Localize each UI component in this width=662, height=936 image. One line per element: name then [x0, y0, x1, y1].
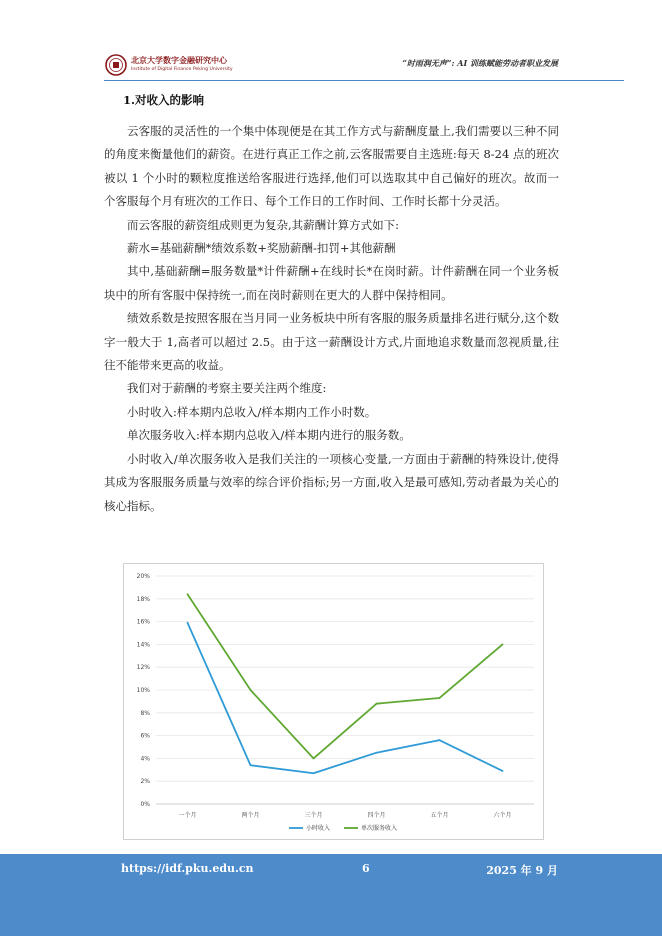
paragraph: 薪水=基础薪酬*绩效系数+奖励薪酬-扣罚+其他薪酬: [127, 241, 396, 256]
y-tick-label: 14%: [136, 641, 150, 649]
y-tick-label: 20%: [136, 573, 150, 580]
y-tick-label: 6%: [140, 732, 150, 740]
footer-url: https://idf.pku.edu.cn: [121, 862, 254, 875]
logo-title-en: Institute of Digital Finance Peking University: [131, 67, 233, 72]
paragraph: 单次服务收入:样本期内总收入/样本期内进行的服务数。: [127, 428, 411, 443]
data-point: [313, 772, 315, 774]
header-divider: [104, 80, 624, 81]
data-point: [376, 703, 378, 705]
y-tick-label: 10%: [136, 687, 150, 694]
legend-label: 小时收入: [306, 825, 331, 832]
x-tick-label: 两个月: [241, 812, 260, 819]
income-line-chart: [123, 563, 544, 840]
data-point: [313, 758, 315, 760]
y-tick-label: 18%: [136, 595, 150, 603]
legend-label: 单次服务收入: [361, 825, 398, 832]
footer-date: 2025 年 9 月: [486, 864, 558, 877]
data-point: [376, 752, 378, 754]
data-point: [250, 689, 252, 691]
y-tick-label: 0%: [140, 801, 150, 808]
data-point: [439, 739, 441, 741]
x-tick-label: 一个月: [178, 812, 197, 819]
x-tick-label: 五个月: [430, 812, 449, 819]
paragraph: 小时收入/单次服务收入是我们关注的一项核心变量,一方面由于薪酬的特殊设计,使得其成为客服服务质量与效率的综合评价指标;另一方面,收入是最可感知,劳动者最为关心的核心指标。: [104, 451, 559, 513]
data-point: [187, 593, 189, 595]
series-line: [188, 623, 503, 773]
y-tick-label: 16%: [136, 618, 150, 626]
data-point: [187, 622, 189, 624]
paragraph: 我们对于薪酬的考察主要关注两个维度:: [127, 381, 327, 396]
paragraph: 其中,基础薪酬=服务数量*计件薪酬+在线时长*在岗时薪。计件薪酬在同一个业务板块中的所有客服中保持统一,而在岗时薪则在更大的人群中保持相同。: [104, 264, 559, 302]
x-tick-label: 六个月: [493, 812, 512, 819]
page-header: [0, 0, 662, 80]
chart-canvas: [124, 564, 543, 839]
pku-seal-icon: [105, 54, 127, 76]
paragraph: 而云客服的薪资组成则更为复杂,其薪酬计算方式如下:: [127, 217, 400, 232]
series-line: [188, 594, 503, 758]
data-point: [502, 644, 504, 646]
y-tick-label: 2%: [140, 778, 150, 786]
x-tick-label: 三个月: [304, 812, 323, 819]
paragraph: 云客服的灵活性的一个集中体现便是在其工作方式与薪酬度量上,我们需要以三种不同的角度来衡量他们的薪资。在进行真正工作之前,云客服需要自主选班:每天 8-24 点的班次被以 1 个小时的颗粒度推送给客服进行选择,他们可以选取其中自己偏好的班次。故而一个客服每个月有班次的工作日、每个工作日的工作时间、工作时长都十分灵活。: [104, 124, 559, 209]
page-footer: [0, 854, 662, 936]
body-text: [104, 120, 559, 518]
data-point: [502, 770, 504, 772]
section-title: 1.对收入的影响: [123, 93, 205, 107]
paragraph: 绩效系数是按照客服在当月同一业务板块中所有客服的服务质量排名进行赋分,这个数字一般大于 1,高者可以超过 2.5。由于这一薪酬设计方式,片面地追求数量而忽视质量,往往不能带来更高的收益。: [104, 311, 559, 373]
page-number: 6: [362, 862, 370, 875]
y-tick-label: 8%: [140, 709, 150, 717]
paragraph: 小时收入:样本期内总收入/样本期内工作小时数。: [127, 404, 377, 419]
y-tick-label: 4%: [140, 755, 150, 763]
report-title: “时雨润无声”: AI 训练赋能劳动者职业发展: [402, 58, 558, 68]
data-point: [439, 697, 441, 699]
data-point: [250, 764, 252, 766]
y-tick-label: 12%: [136, 664, 150, 672]
logo-title-cn: 北京大学数字金融研究中心: [131, 56, 227, 65]
x-tick-label: 四个月: [367, 812, 386, 819]
